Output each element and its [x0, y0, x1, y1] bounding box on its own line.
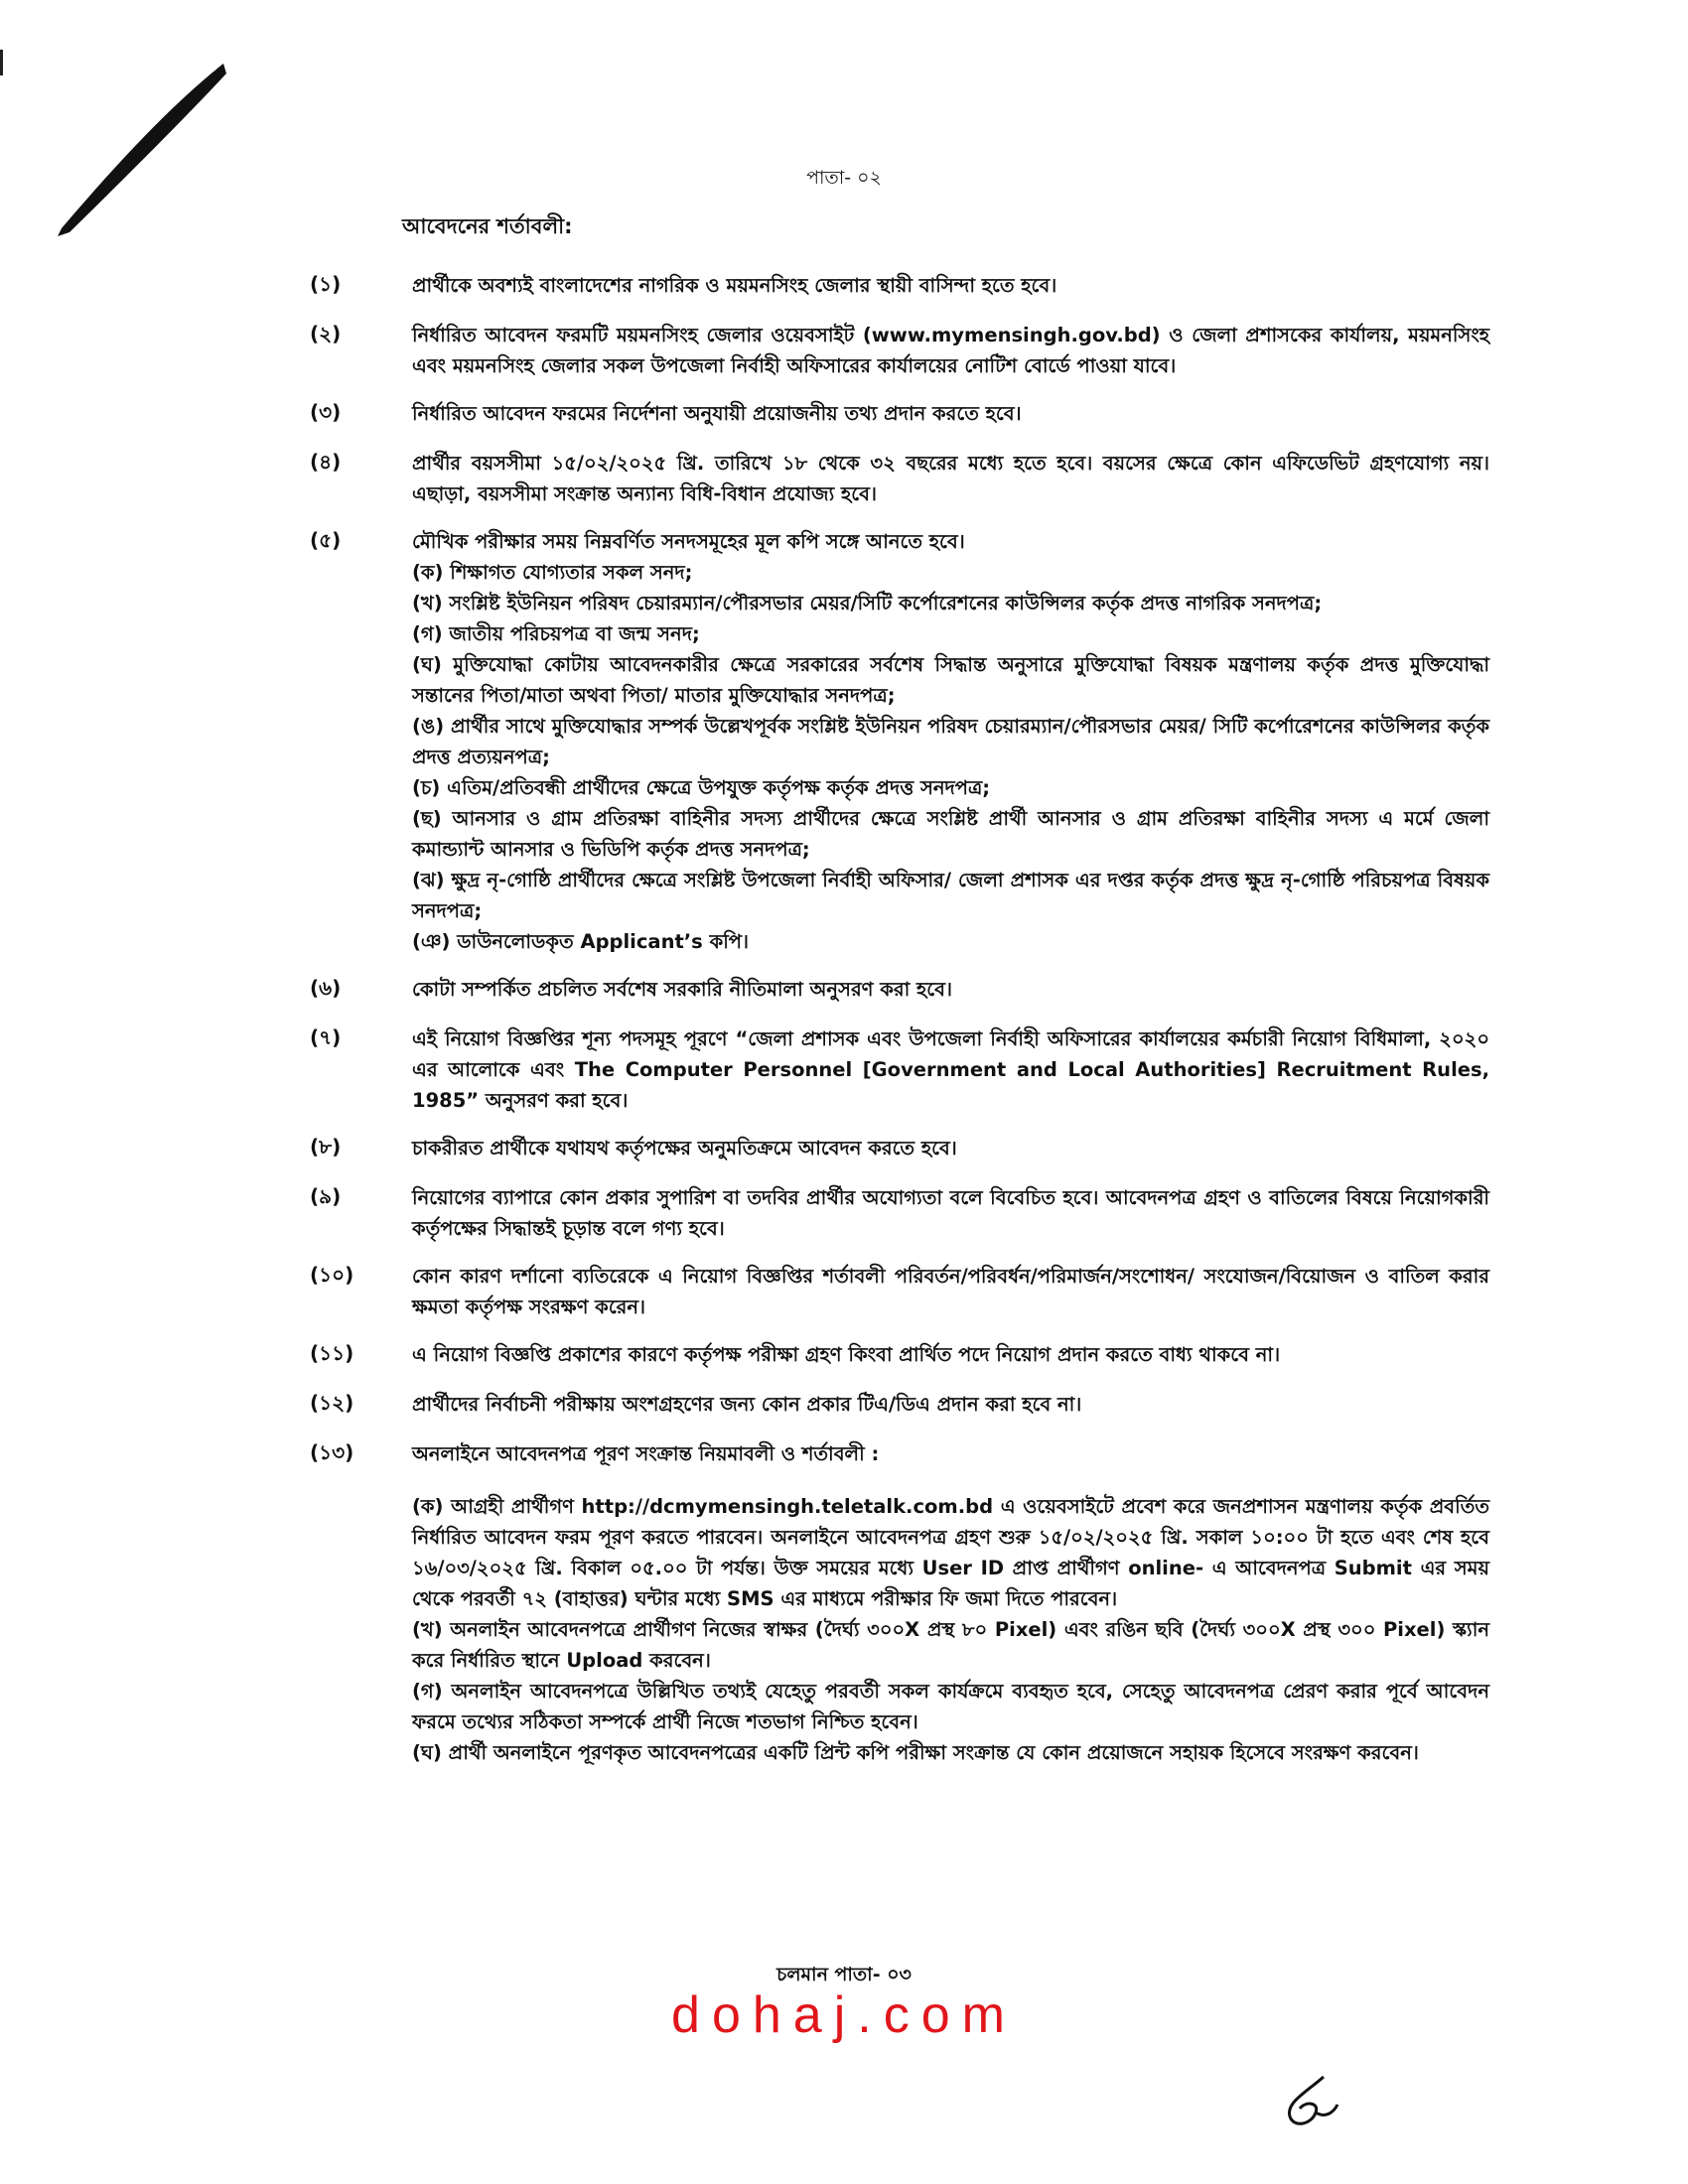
condition-item-online — [298, 1438, 1489, 1768]
item-number: (৭) — [310, 1025, 342, 1049]
condition-item — [298, 448, 1489, 509]
page-number: পাতা- ০২ — [806, 167, 882, 189]
item-intro: মৌখিক পরীক্ষার সময় নিম্নবর্ণিত সনদসমূহের মূল কপি সঙ্গে আনতে হবে। — [412, 530, 965, 553]
subitem: (গ) অনলাইন আবেদনপত্রে উল্লিখিত তথ্যই যেহেতু পরবর্তী সকল কার্যক্রমে ব্যবহৃত হবে, সেহেতু আবেদনপত্র প্রেরণ করার পূর্বে আবেদন ফরমে তথ্যের সঠিকতা সম্পর্কে প্রার্থী নিজে শতভাগ নিশ্চিত হবেন। — [412, 1680, 1489, 1733]
item-text — [412, 526, 1489, 957]
item-text: নির্ধারিত আবেদন ফরমের নির্দেশনা অনুযায়ী প্রয়োজনীয় তথ্য প্রদান করতে হবে। — [412, 402, 1022, 425]
subitem: (গ) জাতীয় পরিচয়পত্র বা জন্ম সনদ; — [412, 622, 700, 645]
subitem: (চ) এতিম/প্রতিবন্ধী প্রার্থীদের ক্ষেত্রে উপযুক্ত কর্তৃপক্ষ কর্তৃক প্রদত্ত সনদপত্র; — [412, 776, 991, 799]
item-number: (২) — [310, 322, 342, 345]
condition-item — [298, 1339, 1489, 1372]
item-number: (৩) — [310, 400, 342, 424]
condition-item — [298, 320, 1489, 381]
condition-item — [298, 398, 1489, 431]
item-text: কোন কারণ দর্শানো ব্যতিরেকে এ নিয়োগ বিজ্ঞপ্তির শর্তাবলী পরিবর্তন/পরিবর্ধন/পরিমার্জন/সংশোধন/ সংযোজন/বিয়োজন ও বাতিল করার ক্ষমতা কর্তৃপক্ষ সংরক্ষণ করেন। — [412, 1265, 1489, 1318]
item-text: নির্ধারিত আবেদন ফরমটি ময়মনসিংহ জেলার ওয়েবসাইট (www.mymensingh.gov.bd) ও জেলা প্রশাসকের কার্যালয়, ময়মনসিংহ এবং ময়মনসিংহ জেলার সকল উপজেলা নির্বাহী অফিসারের কার্যালয়ের নোটিশ বোর্ডে পাওয়া যাবে। — [412, 324, 1489, 377]
item-text: প্রার্থীকে অবশ্যই বাংলাদেশের নাগরিক ও ময়মনসিংহ জেলার স্থায়ী বাসিন্দা হতে হবে। — [412, 274, 1057, 297]
condition-item — [298, 1389, 1489, 1422]
condition-item — [298, 974, 1489, 1007]
item-number: (১১) — [310, 1341, 354, 1365]
subitem: (ঝ) ক্ষুদ্র নৃ-গোষ্ঠি প্রার্থীদের ক্ষেত্রে সংশ্লিষ্ট উপজেলা নির্বাহী অফিসার/ জেলা প্রশাসক এর দপ্তর কর্তৃক প্রদত্ত ক্ষুদ্র নৃ-গোষ্ঠি পরিচয়পত্র বিষয়ক সনদপত্র; — [412, 869, 1489, 922]
item-number: (৪) — [310, 450, 342, 474]
item-number: (৫) — [310, 528, 342, 552]
signature-mark — [1276, 2073, 1345, 2132]
condition-item — [298, 270, 1489, 303]
item-number: (১) — [310, 272, 342, 296]
pen-stroke-mark — [40, 60, 228, 258]
item-text — [412, 1438, 1489, 1768]
item-text: চাকরীরত প্রার্থীকে যথাযথ কর্তৃপক্ষের অনুমতিক্রমে আবেদন করতে হবে। — [412, 1137, 957, 1160]
condition-item — [298, 1182, 1489, 1244]
item-number: (৮) — [310, 1135, 342, 1159]
item-number: (১০) — [310, 1263, 354, 1287]
item-number: (৯) — [310, 1184, 342, 1208]
subitem: (খ) অনলাইন আবেদনপত্রে প্রার্থীগণ নিজের স্বাক্ষর (দৈর্ঘ্য ৩০০X প্রস্থ ৮০ Pixel) এবং রঙিন ছবি (দৈর্ঘ্য ৩০০X প্রস্থ ৩০০ Pixel) স্ক্যান করে নির্ধারিত স্থানে Upload করবেন। — [412, 1618, 1489, 1672]
item-text: কোটা সম্পর্কিত প্রচলিত সর্বশেষ সরকারি নীতিমালা অনুসরণ করা হবে। — [412, 978, 952, 1001]
item-number: (৬) — [310, 976, 342, 1000]
condition-item-documents — [298, 526, 1489, 957]
continuation-note: চলমান পাতা- ০৩ — [776, 1964, 912, 1985]
subitem: (ঙ) প্রার্থীর সাথে মুক্তিযোদ্ধার সম্পর্ক উল্লেখপূর্বক সংশ্লিষ্ট ইউনিয়ন পরিষদ চেয়ারম্যান/পৌরসভার মেয়র/ সিটি কর্পোরেশনের কাউন্সিলর কর্তৃক প্রদত্ত প্রত্যয়নপত্র; — [412, 715, 1489, 768]
item-intro: অনলাইনে আবেদনপত্র পূরণ সংক্রান্ত নিয়মাবলী ও শর্তাবলী : — [412, 1442, 880, 1465]
subitem: (ঘ) মুক্তিযোদ্ধা কোটায় আবেদনকারীর ক্ষেত্রে সরকারের সর্বশেষ সিদ্ধান্ত অনুসারে মুক্তিযোদ্ধা বিষয়ক মন্ত্রণালয় কর্তৃক প্রদত্ত মুক্তিযোদ্ধা সন্তানের পিতা/মাতা অথবা পিতা/ মাতার মুক্তিযোদ্ধার সনদপত্র; — [412, 653, 1489, 707]
subitem: (ঞ) ডাউনলোডকৃত Applicant’s কপি। — [412, 930, 750, 953]
scan-edge-mark — [0, 50, 3, 75]
conditions-heading: আবেদনের শর্তাবলী: — [402, 214, 573, 238]
item-text: এ নিয়োগ বিজ্ঞপ্তি প্রকাশের কারণে কর্তৃপক্ষ পরীক্ষা গ্রহণ কিংবা প্রার্থিত পদে নিয়োগ প্রদান করতে বাধ্য থাকবে না। — [412, 1343, 1281, 1366]
item-number: (১২) — [310, 1391, 354, 1415]
subitem: (ক) আগ্রহী প্রার্থীগণ http://dcmymensingh.teletalk.com.bd এ ওয়েবসাইটে প্রবেশ করে জনপ্রশাসন মন্ত্রণালয় কর্তৃক প্রবর্তিত নির্ধারিত আবেদন ফরম পূরণ করতে পারবেন। অনলাইনে আবেদনপত্র গ্রহণ শুরু ১৫/০২/২০২৫ খ্রি. সকাল ১০:০০ টা হতে এবং শেষ হবে ১৬/০৩/২০২৫ খ্রি. বিকাল ০৫.০০ টা পর্যন্ত। উক্ত সময়ের মধ্যে User ID প্রাপ্ত প্রার্থীগণ online- এ আবেদনপত্র Submit এর সময় থেকে পরবর্তী ৭২ (বাহাত্তর) ঘন্টার মধ্যে SMS এর মাধ্যমে পরীক্ষার ফি জমা দিতে পারবেন। — [412, 1495, 1489, 1610]
subitem: (ক) শিক্ষাগত যোগ্যতার সকল সনদ; — [412, 561, 693, 584]
subitem: (খ) সংশ্লিষ্ট ইউনিয়ন পরিষদ চেয়ারম্যান/পৌরসভার মেয়র/সিটি কর্পোরেশনের কাউন্সিলর কর্তৃক প্রদত্ত নাগরিক সনদপত্র; — [412, 592, 1323, 614]
subitem: (ছ) আনসার ও গ্রাম প্রতিরক্ষা বাহিনীর সদস্য প্রার্থীদের ক্ষেত্রে সংশ্লিষ্ট প্রার্থী আনসার ও গ্রাম প্রতিরক্ষা বাহিনীর সদস্য এ মর্মে জেলা কমান্ড্যান্ট আনসার ও ভিডিপি কর্তৃক প্রদত্ত সনদপত্র; — [412, 807, 1489, 861]
condition-item — [298, 1024, 1489, 1116]
item-text: প্রার্থীদের নির্বাচনী পরীক্ষায় অংশগ্রহণের জন্য কোন প্রকার টিএ/ডিএ প্রদান করা হবে না। — [412, 1393, 1082, 1416]
item-text: নিয়োগের ব্যাপারে কোন প্রকার সুপারিশ বা তদবির প্রার্থীর অযোগ্যতা বলে বিবেচিত হবে। আবেদনপত্র গ্রহণ ও বাতিলের বিষয়ে নিয়োগকারী কর্তৃপক্ষের সিদ্ধান্তই চূড়ান্ত বলে গণ্য হবে। — [412, 1186, 1489, 1240]
item-number: (১৩) — [310, 1440, 354, 1464]
item-text: এই নিয়োগ বিজ্ঞপ্তির শূন্য পদসমূহ পূরণে “জেলা প্রশাসক এবং উপজেলা নির্বাহী অফিসারের কার্যালয়ের কর্মচারী নিয়োগ বিধিমালা, ২০২০ এর আলোকে এবং The Computer Personnel [Government and Local Authorities] Recruitment Rules, 1985” অনুসরণ করা হবে। — [412, 1027, 1489, 1112]
conditions-list — [298, 270, 1489, 1785]
watermark: dohaj.com — [671, 1986, 1017, 2044]
condition-item — [298, 1133, 1489, 1165]
subitem: (ঘ) প্রার্থী অনলাইনে পূরণকৃত আবেদনপত্রের একটি প্রিন্ট কপি পরীক্ষা সংক্রান্ত যে কোন প্রয়োজনে সহায়ক হিসেবে সংরক্ষণ করবেন। — [412, 1741, 1419, 1764]
item-text: প্রার্থীর বয়সসীমা ১৫/০২/২০২৫ খ্রি. তারিখে ১৮ থেকে ৩২ বছরের মধ্যে হতে হবে। বয়সের ক্ষেত্রে কোন এফিডেভিট গ্রহণযোগ্য নয়। এছাড়া, বয়সসীমা সংক্রান্ত অন্যান্য বিধি-বিধান প্রযোজ্য হবে। — [412, 452, 1489, 505]
condition-item — [298, 1261, 1489, 1322]
